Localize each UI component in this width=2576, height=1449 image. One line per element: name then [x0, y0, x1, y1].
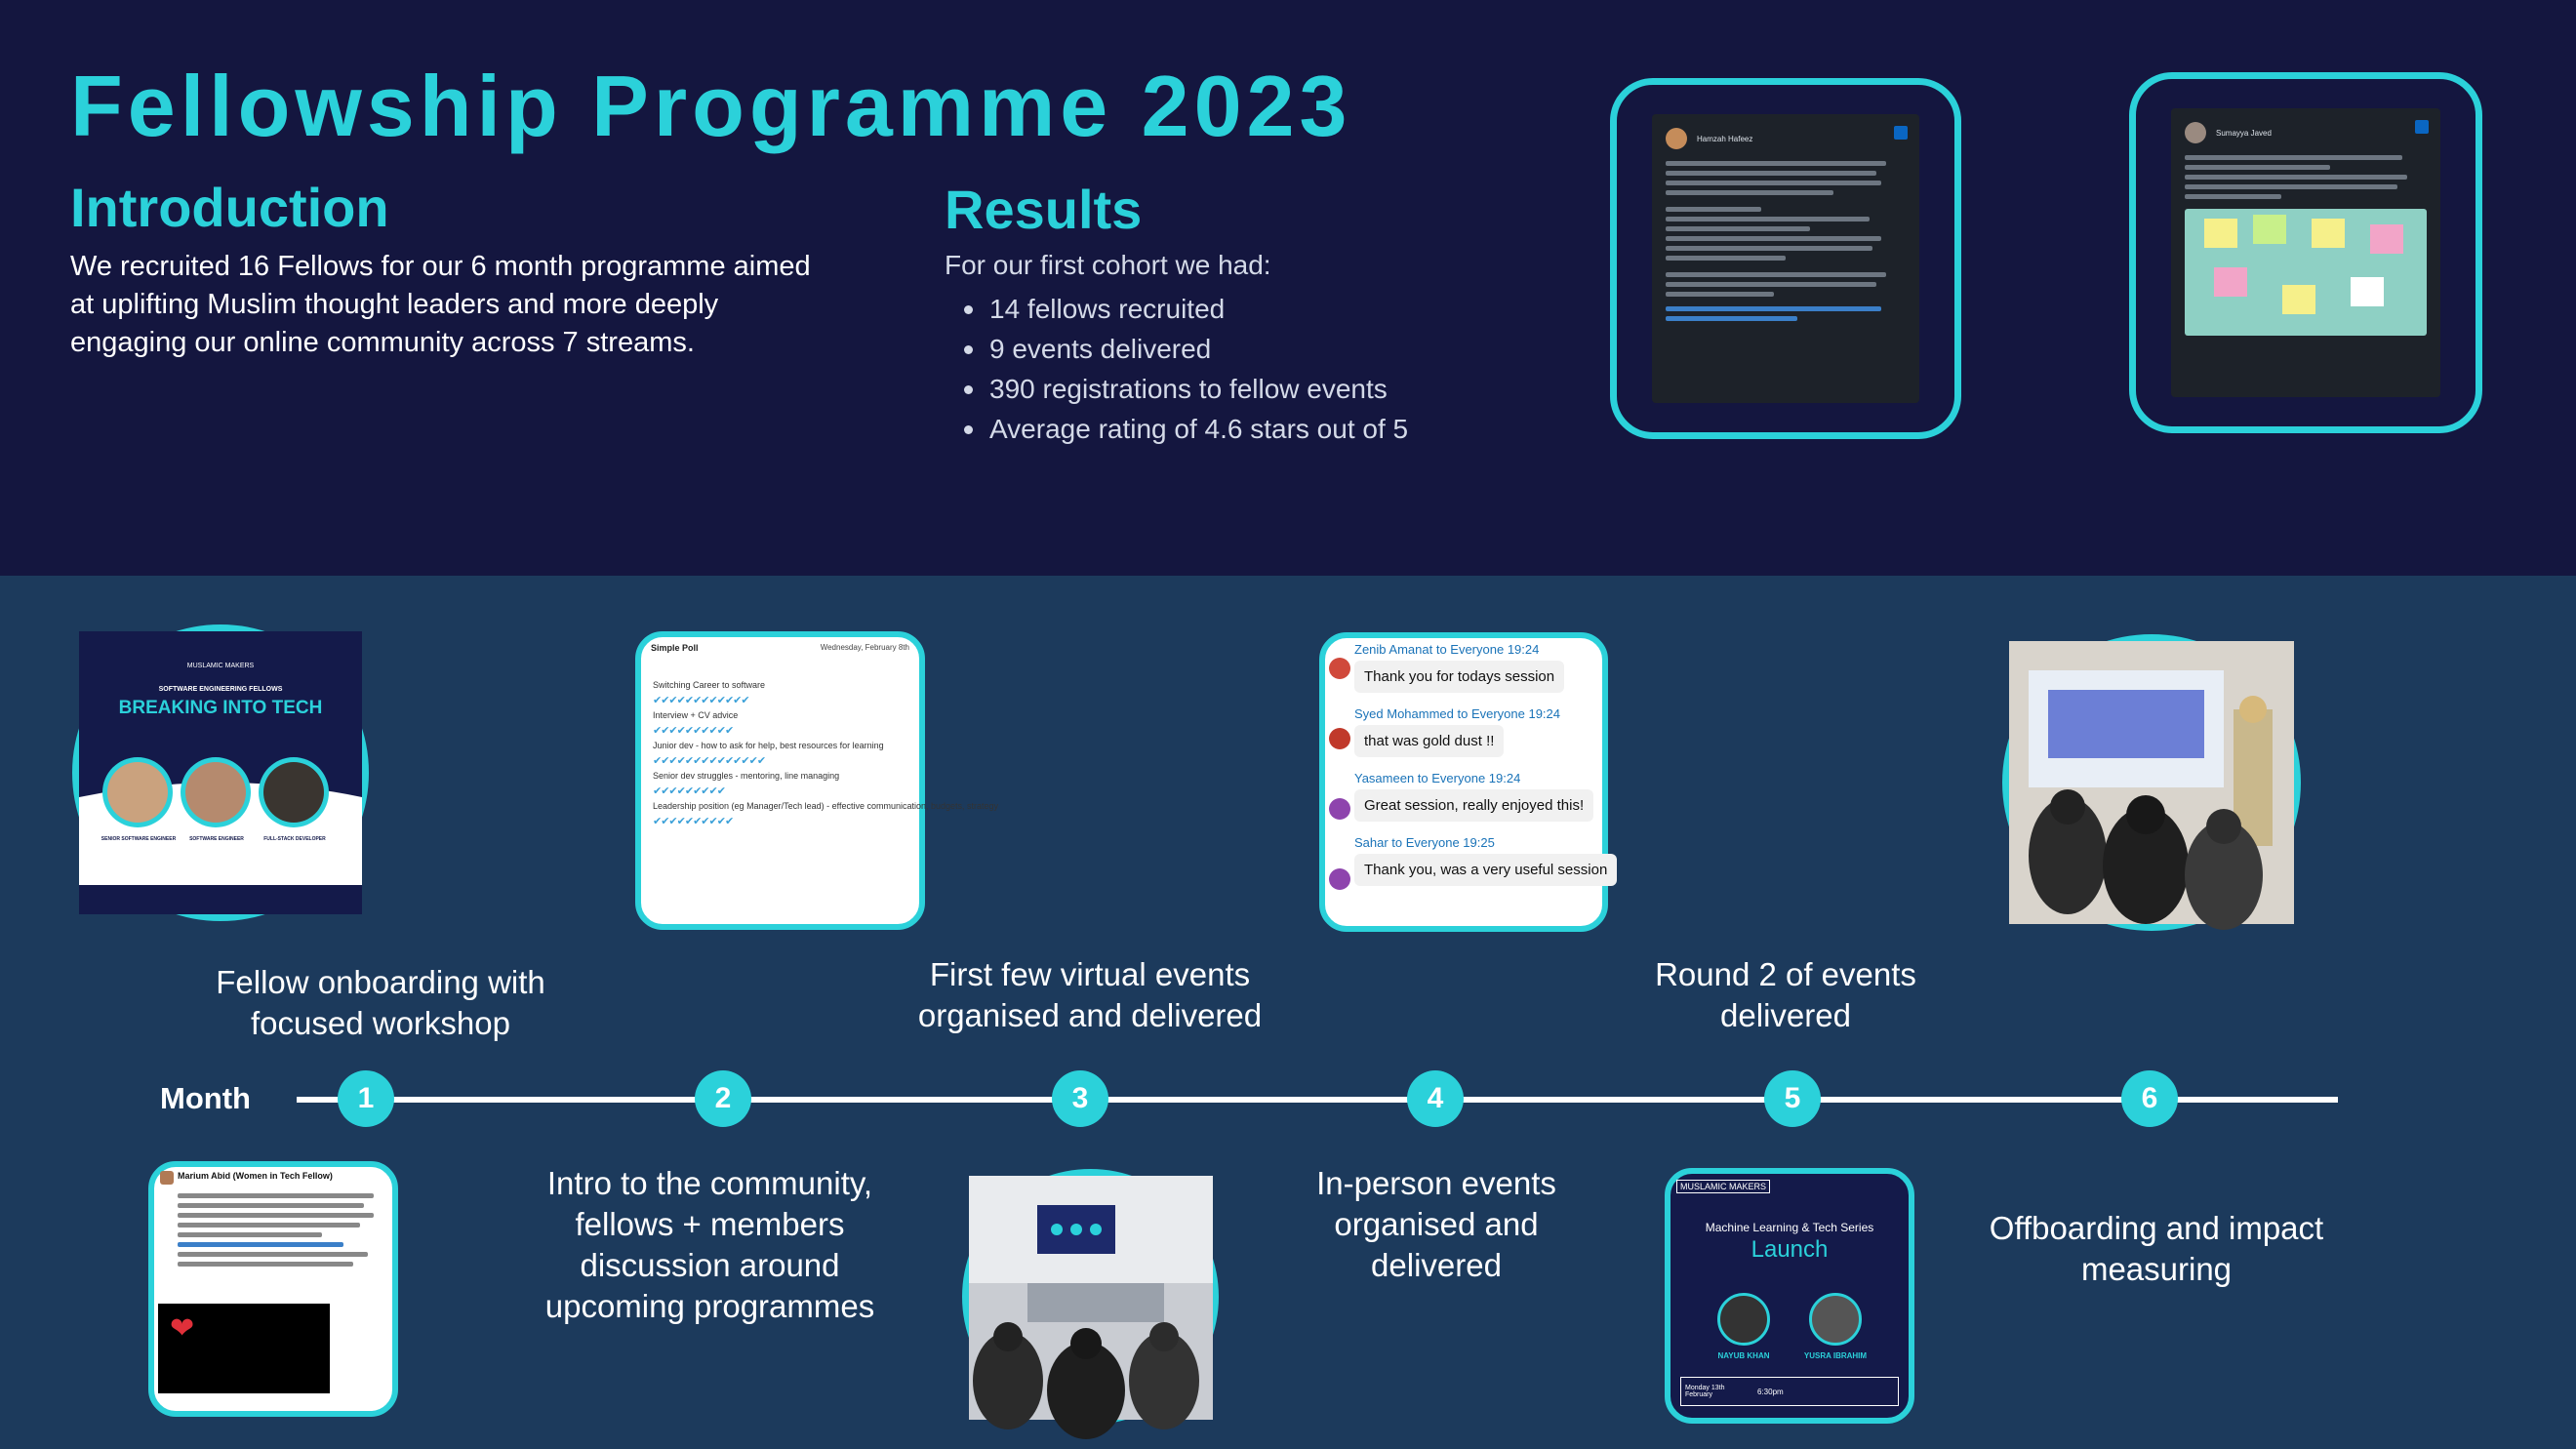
panel-event-photo — [962, 1169, 1219, 1425]
chat-sender: Zenib Amanat to Everyone 19:24 — [1354, 642, 1540, 657]
linkedin-post-card — [2171, 108, 2440, 397]
chat-message: Thank you, was a very useful session — [1354, 854, 1617, 886]
timeline-line — [297, 1097, 2338, 1103]
speaker-name: YUSRA IBRAHIM — [1803, 1351, 1868, 1360]
results-item: Average rating of 4.6 stars out of 5 — [989, 409, 1408, 449]
timeline-node: 4 — [1407, 1070, 1464, 1127]
introduction-heading: Introduction — [70, 177, 389, 238]
linkedin-post-card — [1652, 114, 1919, 403]
heart-icon: ❤ — [170, 1312, 195, 1345]
timeline-node: 2 — [695, 1070, 751, 1127]
launch-flyer-image — [1665, 1168, 1914, 1424]
speaker-role: SOFTWARE ENGINEER — [189, 836, 244, 842]
poll-option: Switching Career to software — [653, 680, 766, 690]
flyer-brand: MUSLAMIC MAKERS — [186, 663, 255, 669]
flyer-brand: MUSLAMIC MAKERS — [1676, 1180, 1770, 1193]
avatar — [1666, 128, 1687, 149]
in-person-event-photo — [2002, 634, 2301, 931]
event-time: 6:30pm — [1757, 1387, 1784, 1396]
avatar — [2185, 122, 2206, 143]
linkedin-icon — [2415, 120, 2429, 134]
slack-post-screenshot — [148, 1161, 398, 1417]
results-item: 9 events delivered — [989, 329, 1408, 369]
poll-app-name: Simple Poll — [651, 643, 699, 653]
timeline-caption: Intro to the community, fellows + members discussion around upcoming programmes — [544, 1165, 875, 1324]
speaker-role: SENIOR SOFTWARE ENGINEER — [101, 836, 177, 842]
timeline-node: 5 — [1764, 1070, 1821, 1127]
chat-sender: Sahar to Everyone 19:25 — [1354, 835, 1495, 850]
page-title: Fellowship Programme 2023 — [70, 58, 1352, 154]
chat-screenshot — [1319, 632, 1608, 932]
timeline-node: 6 — [2121, 1070, 2178, 1127]
avatar — [1809, 1293, 1862, 1346]
post-author: Hamzah Hafeez — [1697, 134, 1753, 143]
linkedin-post-thumbnail — [2129, 72, 2482, 433]
poll-option: Interview + CV advice — [653, 710, 739, 720]
poll-date: Wednesday, February 8th — [820, 643, 909, 652]
chat-message: that was gold dust !! — [1354, 725, 1504, 757]
timeline-node: 1 — [338, 1070, 394, 1127]
workshop-flyer-image — [72, 624, 369, 921]
poll-option: Junior dev - how to ask for help, best resources for learning — [653, 741, 884, 750]
chat-message: Thank you for todays session — [1354, 661, 1564, 693]
timeline-caption: In-person events organised and delivered — [1316, 1165, 1556, 1283]
flyer-headline: Launch — [1751, 1236, 1829, 1263]
timeline-label: Month — [160, 1081, 251, 1115]
results-lead: For our first cohort we had: — [945, 250, 1271, 280]
event-date: Monday 13th February — [1685, 1385, 1725, 1398]
poll-option: Leadership position (eg Manager/Tech lead) - effective communication, budgets, strategy — [653, 801, 999, 811]
speaker-role: FULL-STACK DEVELOPER — [263, 836, 326, 842]
timeline-caption: Offboarding and impact measuring — [1989, 1210, 2324, 1287]
timeline-caption: Fellow onboarding with focused workshop — [216, 964, 545, 1041]
sticky-notes-image — [2185, 209, 2427, 336]
flyer-headline: BREAKING INTO TECH — [118, 698, 323, 718]
linkedin-post-thumbnail — [1610, 78, 1961, 439]
slack-post-author: Marium Abid (Women in Tech Fellow) — [178, 1171, 333, 1181]
chat-message: Great session, really enjoyed this! — [1354, 789, 1593, 822]
chat-sender: Yasameen to Everyone 19:24 — [1354, 771, 1521, 785]
timeline-caption: Round 2 of events delivered — [1655, 956, 1916, 1033]
poll-screenshot: Simple Poll Wednesday, February 8th Switching Career to software ✔✔✔✔✔✔✔✔✔✔✔✔ Interview + CV advice ✔✔✔✔✔✔✔✔✔✔ Junior dev - how to ask for help, best resources for learning ✔✔✔✔✔✔✔✔✔✔✔✔✔✔ Senior dev struggles - mentoring, line managing ✔✔✔✔✔✔✔✔✔ Leadership position (eg Manager/Tech lead) - effective communication, budgets, strategy ✔✔✔✔✔✔✔✔✔✔ — [635, 631, 925, 930]
flyer-kicker: SOFTWARE ENGINEERING FELLOWS — [158, 686, 283, 693]
poll-option: Senior dev struggles - mentoring, line managing — [653, 771, 840, 781]
timeline-node: 3 — [1052, 1070, 1108, 1127]
introduction-text: We recruited 16 Fellows for our 6 month programme aimed at uplifting Muslim thought leaders and more deeply engaging our online community across 7 streams. — [70, 251, 811, 358]
post-author: Sumayya Javed — [2216, 128, 2272, 138]
speaker-name: NAYUB KHAN — [1717, 1351, 1770, 1360]
timeline-caption: First few virtual events organised and delivered — [917, 956, 1263, 1033]
linkedin-icon — [1894, 126, 1908, 140]
avatar — [1717, 1293, 1770, 1346]
results-list — [989, 289, 1408, 449]
avatar — [160, 1171, 174, 1185]
results-item: 14 fellows recruited — [989, 289, 1408, 329]
results-item: 390 registrations to fellow events — [989, 369, 1408, 409]
results-heading: Results — [945, 179, 1143, 240]
flyer-series: Machine Learning & Tech Series — [1705, 1221, 1874, 1234]
reaction-overlay — [158, 1304, 330, 1393]
chat-sender: Syed Mohammed to Everyone 19:24 — [1354, 706, 1561, 721]
